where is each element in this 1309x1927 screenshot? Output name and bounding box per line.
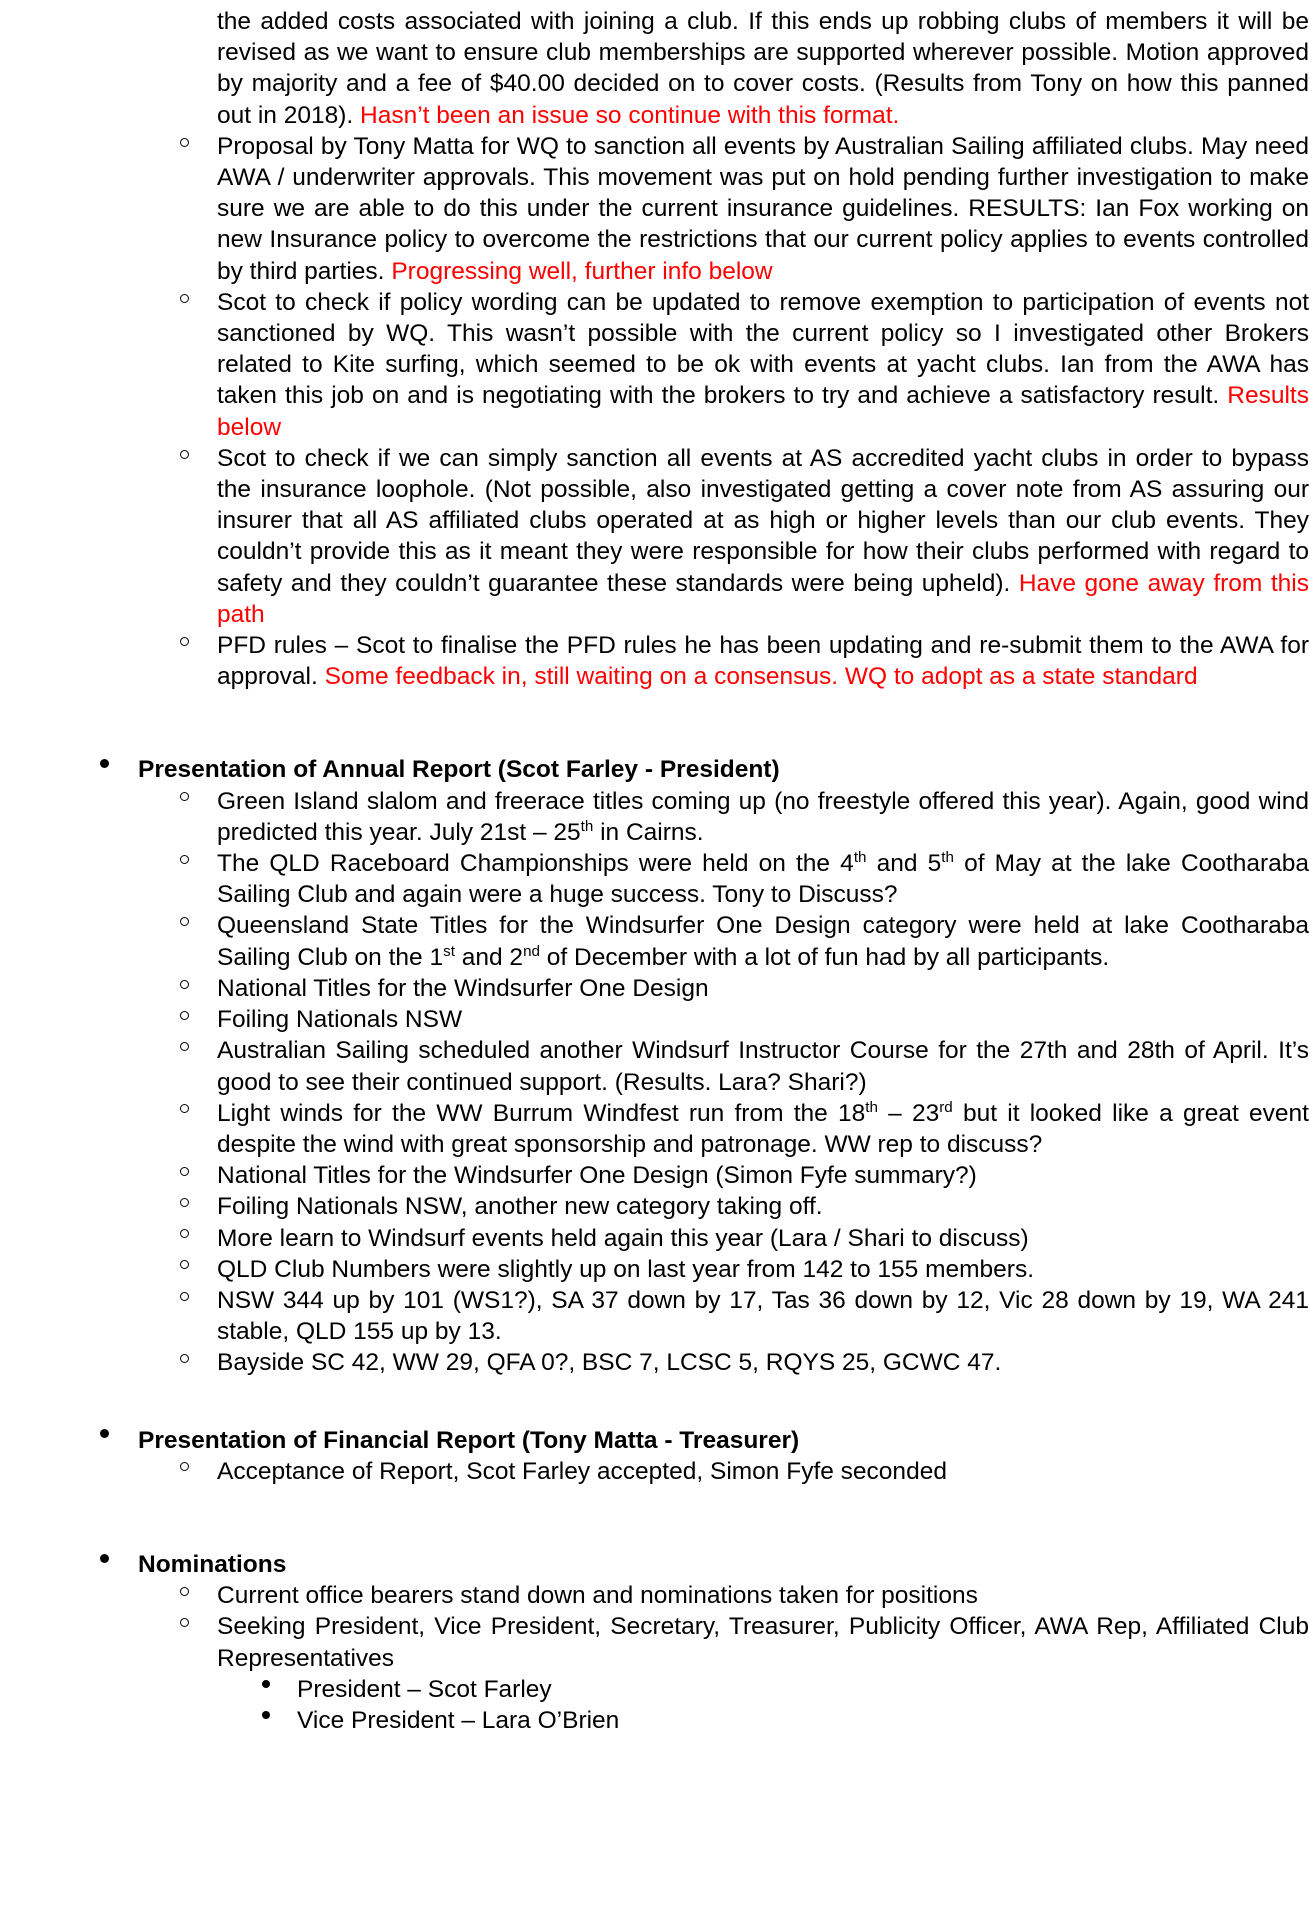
text-run: Vice President – Lara O’Brien	[297, 1706, 620, 1734]
text-run: Bayside SC 42, WW 29, QFA 0?, BSC 7, LCSC 5, RQYS 25, GCWC 47.	[217, 1349, 1002, 1377]
annual-report-item-text	[217, 1160, 1309, 1191]
circle-bullet-icon	[180, 1462, 189, 1471]
circle-bullet-icon	[180, 1198, 189, 1207]
financial-report-items	[0, 1456, 1309, 1487]
text-run: Acceptance of Report, Scot Farley accepted, Simon Fyfe seconded	[217, 1457, 947, 1485]
text-run: of December with a lot of fun had by all participants.	[539, 943, 1110, 971]
circle-bullet-icon	[180, 917, 189, 926]
text-run: National Titles for the Windsurfer One Design	[217, 974, 709, 1002]
circle-bullet-icon	[180, 1618, 189, 1627]
text-run: Foiling Nationals NSW	[217, 1006, 463, 1034]
list-item	[0, 1160, 1309, 1191]
annual-report-item-text	[217, 1035, 1309, 1097]
annual-report-item-text	[217, 1285, 1309, 1347]
section-heading-item	[0, 754, 1309, 785]
circle-bullet-icon	[180, 637, 189, 646]
ordinal-suffix: th	[865, 1098, 878, 1116]
annual-report-item-text	[217, 910, 1309, 972]
list-item	[0, 1035, 1309, 1097]
circle-bullet-icon	[180, 1167, 189, 1176]
nominations-section	[0, 1549, 1309, 1580]
ordinal-suffix: st	[443, 942, 455, 960]
nominations-item-text	[217, 1611, 1309, 1673]
circle-bullet-icon	[180, 1011, 189, 1020]
disc-bullet-icon	[262, 1680, 270, 1688]
ordinal-suffix: rd	[939, 1098, 953, 1116]
action-item-text	[217, 630, 1309, 692]
text-run: and 2	[454, 943, 524, 971]
text-run: Queensland State Titles for the Windsurfer One Design category were held at lake Cootharaba Sailing Club on the 1	[217, 912, 1309, 971]
text-run: Foiling Nationals NSW, another new category taking off.	[217, 1193, 823, 1221]
list-item	[0, 1580, 1309, 1611]
action-item-text	[217, 131, 1309, 287]
list-item	[0, 910, 1309, 972]
list-item	[0, 443, 1309, 630]
circle-bullet-icon	[180, 1229, 189, 1238]
circle-bullet-icon	[180, 855, 189, 864]
spacer	[0, 1379, 1309, 1425]
ordinal-suffix: th	[580, 817, 594, 835]
circle-bullet-icon	[180, 294, 189, 303]
financial-report-section	[0, 1425, 1309, 1456]
text-run: of May at the lake Cootharaba Sailing Club and again were a huge success. Tony to Discuss?	[217, 850, 1309, 909]
list-item	[0, 848, 1309, 910]
text-run: National Titles for the Windsurfer One Design (Simon Fyfe summary?)	[217, 1162, 977, 1190]
nominations-item-text	[217, 1580, 1309, 1611]
list-item	[0, 630, 1309, 692]
disc-bullet-icon	[262, 1711, 270, 1719]
text-run: Light winds for the WW Burrum Windfest run from the 18	[217, 1099, 866, 1127]
nomination-position-text	[297, 1705, 1309, 1736]
list-item	[0, 1254, 1309, 1285]
text-run: but it looked like a great event despite the wind with great sponsorship and patronage. WW rep to discuss?	[217, 1099, 1309, 1158]
text-run: President – Scot Farley	[297, 1675, 552, 1703]
text-run: Current office bearers stand down and nominations taken for positions	[217, 1582, 978, 1610]
section-heading-item	[0, 1425, 1309, 1456]
nomination-position-text	[297, 1674, 1309, 1705]
list-item	[0, 1098, 1309, 1160]
annual-report-item-text	[217, 1098, 1309, 1160]
list-item	[0, 1347, 1309, 1378]
circle-bullet-icon	[180, 1104, 189, 1113]
text-run: The QLD Raceboard Championships were held on the 4	[217, 850, 854, 878]
text-run: – 23	[877, 1099, 940, 1127]
disc-bullet-icon	[100, 1554, 109, 1563]
list-item	[0, 1456, 1309, 1487]
list-item	[0, 786, 1309, 848]
circle-bullet-icon	[180, 1260, 189, 1269]
annual-report-items	[0, 786, 1309, 1379]
list-item	[0, 973, 1309, 1004]
financial-report-heading: Presentation of Financial Report (Tony Matta - Treasurer)	[138, 1426, 800, 1454]
list-item	[0, 1004, 1309, 1035]
action-item-text	[217, 287, 1309, 443]
text-run: More learn to Windsurf events held again this year (Lara / Shari to discuss)	[217, 1224, 1029, 1252]
list-item	[0, 287, 1309, 443]
circle-bullet-icon	[180, 792, 189, 801]
list-item	[0, 1191, 1309, 1222]
action-item-black: Proposal by Tony Matta for WQ to sanction all events by Australian Sailing affiliated clubs. May need AWA / underwriter approvals. This movement was put on hold pending further investigation to make sure we are able to do this under the current insurance guidelines. RESULTS: Ian Fox working on new Insurance policy to overcome the restrictions that our current policy applies to events controlled by third parties.	[217, 132, 1309, 285]
text-run: Australian Sailing scheduled another Windsurf Instructor Course for the 27th and 28th of April. It’s good to see their continued support. (Results. Lara? Shari?)	[217, 1037, 1309, 1096]
section-heading-item	[0, 1549, 1309, 1580]
annual-report-item-text	[217, 786, 1309, 848]
financial-report-item-text	[217, 1456, 1309, 1487]
annual-report-item-text	[217, 1191, 1309, 1222]
circle-bullet-icon	[180, 1587, 189, 1596]
annual-report-heading: Presentation of Annual Report (Scot Farley - President)	[138, 756, 780, 784]
circle-bullet-icon	[180, 1042, 189, 1051]
nominations-heading: Nominations	[138, 1550, 287, 1578]
text-run: in Cairns.	[593, 818, 704, 846]
nominations-positions	[0, 1674, 1309, 1736]
list-item	[0, 1285, 1309, 1347]
circle-bullet-icon	[180, 450, 189, 459]
action-item-text	[217, 443, 1309, 630]
disc-bullet-icon	[100, 1429, 109, 1438]
continuation-text-black: the added costs associated with joining a club. If this ends up robbing clubs of members it will be revised as we want to ensure club memberships are supported wherever possible. Motion approved by majority and a fee of $40.00 decided on to cover costs. (Results from Tony on how this panned out in 2018).	[217, 8, 1309, 129]
action-item-black: PFD rules – Scot to finalise the PFD rules he has been updating and re-submit them to the AWA for approval.	[217, 632, 1309, 691]
list-item	[0, 1611, 1309, 1673]
annual-report-item-text	[217, 1254, 1309, 1285]
list-item	[0, 1223, 1309, 1254]
list-item	[0, 1705, 1309, 1736]
text-run: and 5	[866, 850, 942, 878]
action-item-black: Scot to check if we can simply sanction all events at AS accredited yacht clubs in order to bypass the insurance loophole. (Not possible, also investigated getting a cover note from AS assuring our insurer that all AS affiliated clubs operated at as high or higher levels than our club events. They couldn’t provide this as it meant they were responsible for how their clubs performed with regard to safety and they couldn’t guarantee these standards were being upheld).	[217, 444, 1309, 597]
list-item	[0, 131, 1309, 287]
nominations-items	[0, 1580, 1309, 1674]
text-run: Green Island slalom and freerace titles coming up (no freestyle offered this year). Again, good wind predicted this year. July 21st – 25	[217, 787, 1309, 846]
spacer	[0, 1487, 1309, 1549]
continuation-text-annotation: Hasn’t been an issue so continue with this format.	[360, 101, 900, 129]
list-item	[0, 1674, 1309, 1705]
continuation-paragraph	[0, 6, 1309, 131]
ordinal-suffix: th	[853, 848, 867, 866]
action-item-annotation: Results below	[217, 382, 1309, 441]
text-run: QLD Club Numbers were slightly up on last year from 142 to 155 members.	[217, 1255, 1035, 1283]
action-item-annotation: Some feedback in, still waiting on a consensus. WQ to adopt as a state standard	[324, 663, 1198, 691]
action-items-list	[0, 131, 1309, 693]
disc-bullet-icon	[100, 759, 109, 768]
action-item-annotation: Have gone away from this path	[217, 569, 1309, 628]
annual-report-section	[0, 754, 1309, 785]
action-item-black: Scot to check if policy wording can be updated to remove exemption to participation of events not sanctioned by WQ. This wasn’t possible with the current policy so I investigated other Brokers related to Kite surfing, which seemed to be ok with events at yacht clubs. Ian from the AWA has taken this job on and is negotiating with the brokers to try and achieve a satisfactory result.	[217, 288, 1309, 410]
text-run: Seeking President, Vice President, Secretary, Treasurer, Publicity Officer, AWA Rep, Affiliated Club Representatives	[217, 1613, 1309, 1672]
document-body	[0, 6, 1309, 1736]
action-item-annotation: Progressing well, further info below	[391, 257, 773, 285]
annual-report-item-text	[217, 848, 1309, 910]
annual-report-item-text	[217, 1223, 1309, 1254]
annual-report-item-text	[217, 1347, 1309, 1378]
ordinal-suffix: nd	[523, 942, 540, 960]
ordinal-suffix: th	[941, 848, 954, 866]
text-run: NSW 344 up by 101 (WS1?), SA 37 down by 17, Tas 36 down by 12, Vic 28 down by 19, WA 241 stable, QLD 155 up by 13.	[217, 1286, 1309, 1346]
circle-bullet-icon	[180, 1354, 189, 1363]
circle-bullet-icon	[180, 1292, 189, 1301]
annual-report-item-text	[217, 973, 1309, 1004]
circle-bullet-icon	[180, 138, 189, 147]
spacer	[0, 692, 1309, 754]
annual-report-item-text	[217, 1004, 1309, 1035]
circle-bullet-icon	[180, 980, 189, 989]
